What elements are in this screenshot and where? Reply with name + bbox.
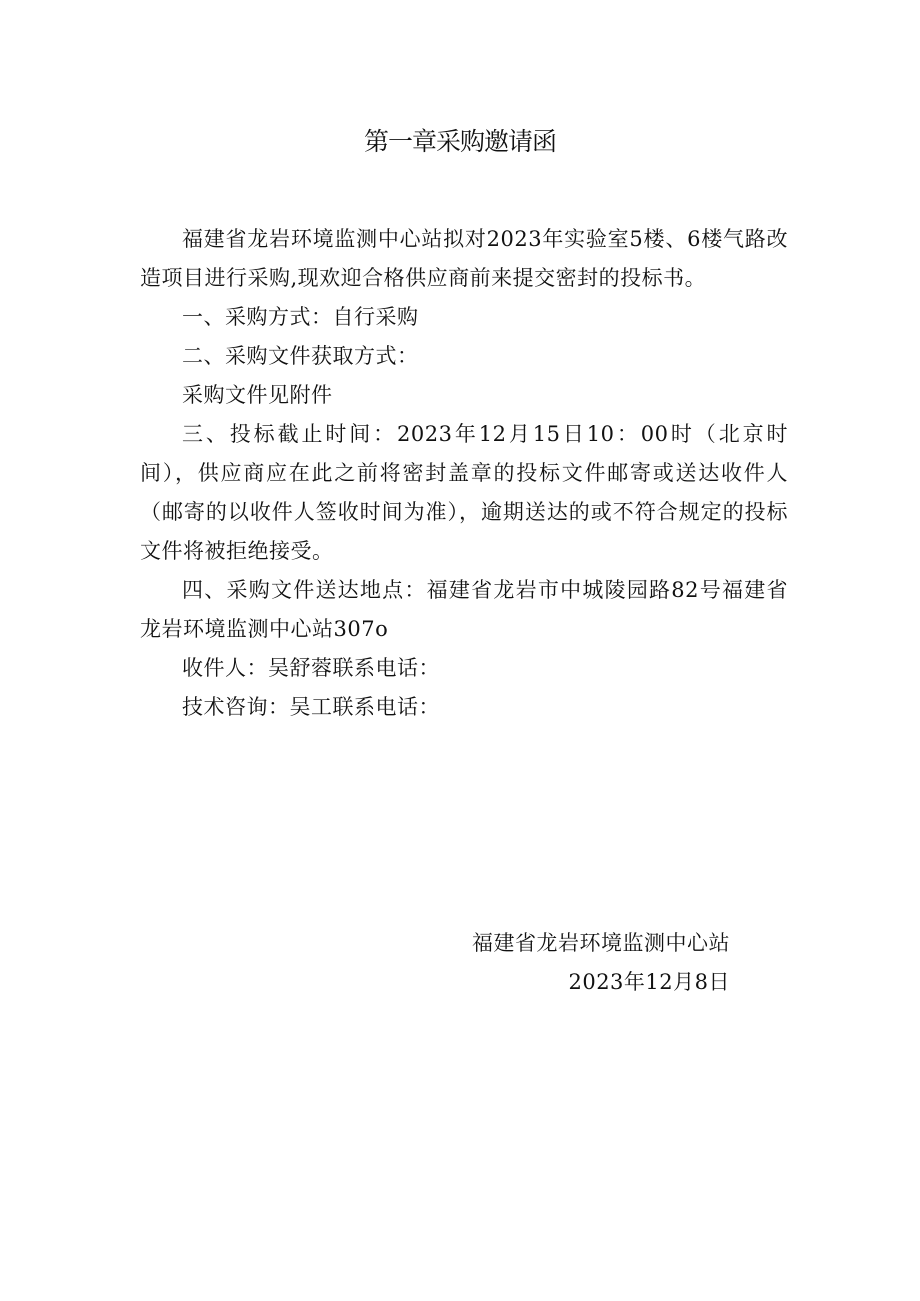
paragraph-attachment-note: 采购文件见附件: [182, 383, 333, 407]
paragraph-intro: 福建省龙岩环境监测中心站拟对2023年实验室5楼、6楼气路改造项目进行采购,现欢迎合格供应商前来提交密封的投标书。: [140, 227, 788, 290]
signature-organization: 福建省龙岩环境监测中心站: [472, 931, 730, 955]
signature-date: 2023年12月8日: [568, 970, 730, 994]
paragraph-delivery-address: 四、采购文件送达地点：福建省龙岩市中城陵园路82号福建省龙岩环境监测中心站307o: [140, 578, 788, 641]
paragraph-deadline: 三、投标截止时间：2023年12月15日10：00时（北京时间），供应商应在此之前将密封盖章的投标文件邮寄或送达收件人（邮寄的以收件人签收时间为准），逾期送达的或不符合规定的投标文件将被拒绝接受。: [140, 422, 788, 563]
document-body: [140, 220, 788, 727]
paragraph-procurement-method: 一、采购方式：自行采购: [182, 305, 419, 329]
paragraph-document-access: 二、采购文件获取方式：: [182, 344, 419, 368]
document-title: 第一章采购邀请函: [363, 127, 556, 156]
paragraph-recipient: 收件人：吴舒蓉联系电话：: [182, 656, 440, 680]
paragraph-technical-contact: 技术咨询：吴工联系电话：: [182, 695, 440, 719]
